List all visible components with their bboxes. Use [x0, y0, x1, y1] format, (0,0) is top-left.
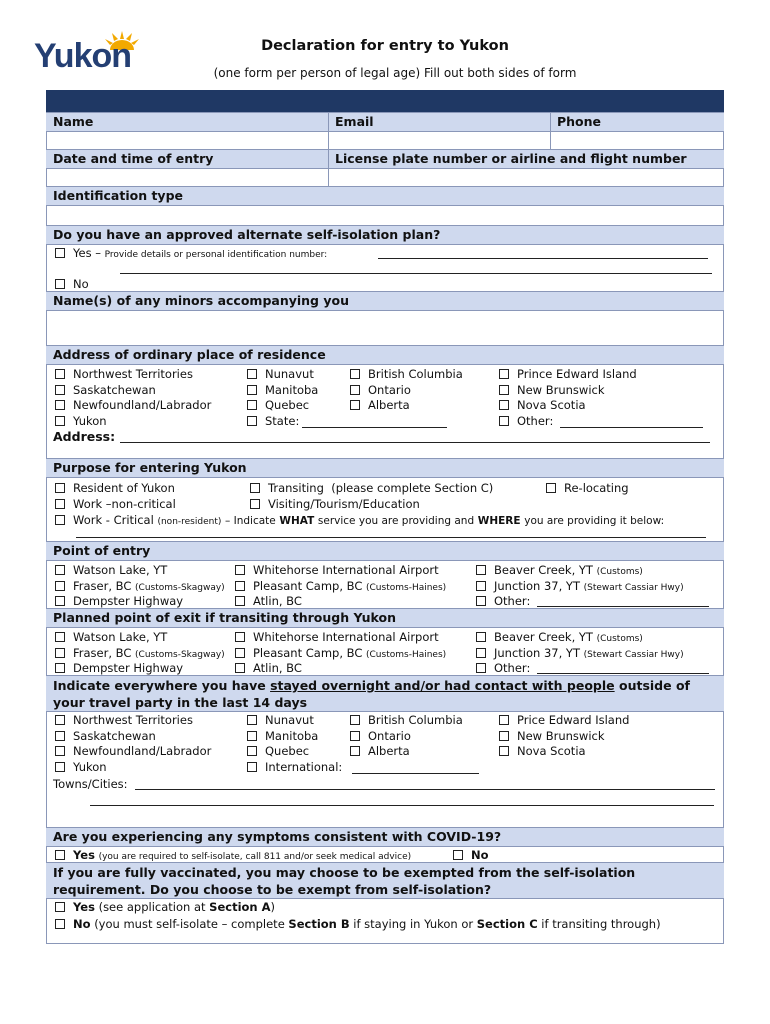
purpose-work-critical-option[interactable]: Work - Critical (non-resident) – Indicate WHAT service you are providing and WHERE you are providing it below: [55, 513, 664, 529]
isolation-details-line[interactable] [378, 258, 708, 259]
towns-label: Towns/Cities: [53, 777, 128, 791]
residence-option[interactable]: Other: [499, 414, 553, 428]
isolation-plan-question: Do you have an approved alternate self-isolation plan? [46, 225, 724, 245]
checkbox-icon[interactable] [476, 632, 486, 642]
address-label: Address: [53, 429, 116, 444]
residence-option[interactable]: Saskatchewan [55, 383, 156, 397]
checkbox-icon[interactable] [235, 565, 245, 575]
residence-option[interactable]: British Columbia [350, 367, 463, 381]
entry-beaver-option[interactable]: Beaver Creek, YT (Customs) [476, 563, 643, 579]
checkbox-icon[interactable] [55, 731, 65, 741]
checkbox-icon[interactable] [350, 746, 360, 756]
overnight-option[interactable]: Quebec [247, 744, 309, 758]
residence-option[interactable]: Ontario [350, 383, 411, 397]
symptoms-no-option[interactable]: No [453, 848, 489, 862]
residence-option[interactable]: Nunavut [247, 367, 314, 381]
overnight-option[interactable]: New Brunswick [499, 729, 605, 743]
overnight-option[interactable]: International: [247, 760, 342, 774]
overnight-option[interactable]: Nunavut [247, 713, 314, 727]
checkbox-icon[interactable] [350, 715, 360, 725]
overnight-option[interactable]: Ontario [350, 729, 411, 743]
checkbox-icon[interactable] [247, 369, 257, 379]
checkbox-icon[interactable] [55, 416, 65, 426]
svg-text:Yukon: Yukon [34, 37, 132, 70]
checkbox-icon[interactable] [476, 648, 486, 658]
purpose-visiting-option[interactable]: Visiting/Tourism/Education [250, 497, 420, 511]
exit-watson-option[interactable]: Watson Lake, YT [55, 630, 167, 644]
checkbox-icon[interactable] [546, 483, 556, 493]
checkbox-icon[interactable] [55, 762, 65, 772]
residence-label: Address of ordinary place of residence [46, 345, 724, 365]
checkbox-icon[interactable] [235, 596, 245, 606]
minors-label: Name(s) of any minors accompanying you [46, 291, 724, 311]
phone-label: Phone [557, 114, 602, 129]
residence-option[interactable]: New Brunswick [499, 383, 605, 397]
symptoms-label: Are you experiencing any symptoms consistent with COVID-19? [46, 827, 724, 847]
entry-watson-option[interactable]: Watson Lake, YT [55, 563, 167, 577]
checkbox-icon[interactable] [55, 850, 65, 860]
checkbox-icon[interactable] [55, 715, 65, 725]
isolation-details-line-2[interactable] [120, 273, 712, 274]
checkbox-icon[interactable] [476, 596, 486, 606]
entry-airport-option[interactable]: Whitehorse International Airport [235, 563, 439, 577]
checkbox-icon[interactable] [55, 632, 65, 642]
exit-fraser-option[interactable]: Fraser, BC (Customs-Skagway) [55, 646, 225, 662]
international-line[interactable] [352, 773, 479, 774]
checkbox-icon[interactable] [476, 565, 486, 575]
overnight-label: Indicate everywhere you have stayed overnight and/or had contact with people outside of your travel party in the last 14 days [46, 675, 724, 712]
checkbox-icon[interactable] [476, 663, 486, 673]
entry-atlin-option[interactable]: Atlin, BC [235, 594, 302, 608]
minors-field[interactable] [47, 311, 723, 345]
id-type-label: Identification type [46, 186, 724, 206]
isolation-no-option[interactable]: No [55, 277, 89, 291]
checkbox-icon[interactable] [55, 279, 65, 289]
date-time-field[interactable] [47, 169, 327, 186]
residence-option[interactable]: Nova Scotia [499, 398, 586, 412]
checkbox-icon[interactable] [499, 731, 509, 741]
entry-junction-option[interactable]: Junction 37, YT (Stewart Cassiar Hwy) [476, 579, 684, 595]
residence-option[interactable]: Newfoundland/Labrador [55, 398, 211, 412]
entry-fraser-option[interactable]: Fraser, BC (Customs-Skagway) [55, 579, 225, 595]
entry-header-row [46, 149, 724, 169]
checkbox-icon[interactable] [55, 663, 65, 673]
checkbox-icon[interactable] [350, 731, 360, 741]
overnight-option[interactable]: Newfoundland/Labrador [55, 744, 211, 758]
email-field[interactable] [329, 132, 549, 149]
exempt-no-option[interactable]: No (you must self-isolate – complete Section B if staying in Yukon or Section C if transiting through) [55, 917, 661, 931]
overnight-option[interactable]: British Columbia [350, 713, 463, 727]
checkbox-icon[interactable] [476, 581, 486, 591]
exit-beaver-option[interactable]: Beaver Creek, YT (Customs) [476, 630, 643, 646]
checkbox-icon[interactable] [247, 400, 257, 410]
overnight-option[interactable]: Yukon [55, 760, 107, 774]
residence-option[interactable]: Alberta [350, 398, 410, 412]
exit-junction-option[interactable]: Junction 37, YT (Stewart Cassiar Hwy) [476, 646, 684, 662]
checkbox-icon[interactable] [247, 416, 257, 426]
exit-dempster-option[interactable]: Dempster Highway [55, 661, 183, 675]
overnight-option[interactable]: Nova Scotia [499, 744, 586, 758]
exit-pleasant-option[interactable]: Pleasant Camp, BC (Customs-Haines) [235, 646, 446, 662]
header-band [46, 90, 724, 112]
entry-pleasant-option[interactable]: Pleasant Camp, BC (Customs-Haines) [235, 579, 446, 595]
residence-option[interactable]: Yukon [55, 414, 107, 428]
checkbox-icon[interactable] [235, 663, 245, 673]
purpose-relocating-option[interactable]: Re-locating [546, 481, 629, 495]
exit-atlin-option[interactable]: Atlin, BC [235, 661, 302, 675]
checkbox-icon[interactable] [55, 746, 65, 756]
checkbox-icon[interactable] [247, 762, 257, 772]
checkbox-icon[interactable] [350, 369, 360, 379]
name-field[interactable] [47, 132, 327, 149]
work-critical-line[interactable] [76, 537, 706, 538]
checkbox-icon[interactable] [55, 369, 65, 379]
residence-option[interactable]: Prince Edward Island [499, 367, 637, 381]
checkbox-icon[interactable] [350, 400, 360, 410]
address-line[interactable] [120, 442, 710, 443]
checkbox-icon[interactable] [247, 746, 257, 756]
phone-field[interactable] [551, 132, 723, 149]
purpose-work-noncritical-option[interactable]: Work –non-critical [55, 497, 176, 511]
checkbox-icon[interactable] [247, 731, 257, 741]
name-label: Name [53, 114, 94, 129]
overnight-option[interactable]: Alberta [350, 744, 410, 758]
overnight-option[interactable]: Price Edward Island [499, 713, 629, 727]
date-time-label: Date and time of entry [53, 151, 214, 166]
other-line[interactable] [560, 427, 703, 428]
towns-line[interactable] [135, 789, 715, 790]
checkbox-icon[interactable] [55, 581, 65, 591]
checkbox-icon[interactable] [55, 565, 65, 575]
contact-header-row [46, 112, 724, 132]
form-title: Declaration for entry to Yukon [261, 38, 509, 54]
isolation-yes-option[interactable]: Yes – Provide details or personal identification number: [55, 246, 327, 262]
purpose-resident-option[interactable]: Resident of Yukon [55, 481, 175, 495]
checkbox-icon[interactable] [499, 369, 509, 379]
residence-option[interactable]: Manitoba [247, 383, 318, 397]
exempt-yes-option[interactable]: Yes (see application at Section A) [55, 900, 275, 914]
residence-option[interactable]: State: [247, 414, 299, 428]
state-line[interactable] [302, 427, 447, 428]
checkbox-icon[interactable] [247, 715, 257, 725]
exit-other-line[interactable] [537, 673, 709, 674]
checkbox-icon[interactable] [55, 483, 65, 493]
checkbox-icon[interactable] [55, 515, 65, 525]
license-plate-field[interactable] [329, 169, 723, 186]
residence-option[interactable]: Northwest Territories [55, 367, 193, 381]
towns-line-2[interactable] [90, 805, 714, 806]
entry-other-line[interactable] [537, 606, 709, 607]
overnight-option[interactable]: Saskatchewan [55, 729, 156, 743]
form-subtitle: (one form per person of legal age) Fill out both sides of form [213, 66, 577, 80]
vaccinated-label: If you are fully vaccinated, you may choose to be exempted from the self-isolation requirement. Do you choose to be exempt from self-isolation? [46, 862, 724, 899]
checkbox-icon[interactable] [499, 385, 509, 395]
license-plate-label: License plate number or airline and flight number [335, 151, 687, 166]
checkbox-icon[interactable] [235, 648, 245, 658]
exit-other-option[interactable]: Other: [476, 661, 530, 675]
exit-airport-option[interactable]: Whitehorse International Airport [235, 630, 439, 644]
checkbox-icon[interactable] [55, 499, 65, 509]
checkbox-icon[interactable] [499, 400, 509, 410]
symptoms-yes-option[interactable]: Yes (you are required to self-isolate, call 811 and/or seek medical advice) [55, 848, 411, 864]
checkbox-icon[interactable] [499, 746, 509, 756]
checkbox-icon[interactable] [55, 385, 65, 395]
checkbox-icon[interactable] [55, 919, 65, 929]
checkbox-icon[interactable] [55, 400, 65, 410]
entry-other-option[interactable]: Other: [476, 594, 530, 608]
checkbox-icon[interactable] [499, 715, 509, 725]
checkbox-icon[interactable] [250, 483, 260, 493]
checkbox-icon[interactable] [247, 385, 257, 395]
checkbox-icon[interactable] [55, 648, 65, 658]
purpose-label: Purpose for entering Yukon [46, 458, 724, 478]
checkbox-icon[interactable] [499, 416, 509, 426]
entry-dempster-option[interactable]: Dempster Highway [55, 594, 183, 608]
checkbox-icon[interactable] [55, 902, 65, 912]
email-label: Email [335, 114, 374, 129]
id-type-field[interactable] [47, 206, 723, 225]
point-of-entry-label: Point of entry [46, 541, 724, 561]
checkbox-icon[interactable] [55, 248, 65, 258]
checkbox-icon[interactable] [55, 596, 65, 606]
residence-option[interactable]: Quebec [247, 398, 309, 412]
checkbox-icon[interactable] [453, 850, 463, 860]
checkbox-icon[interactable] [235, 632, 245, 642]
exit-label: Planned point of exit if transiting through Yukon [46, 608, 724, 628]
checkbox-icon[interactable] [235, 581, 245, 591]
purpose-transiting-option[interactable]: Transiting (please complete Section C) [250, 481, 493, 495]
overnight-option[interactable]: Manitoba [247, 729, 318, 743]
overnight-option[interactable]: Northwest Territories [55, 713, 193, 727]
checkbox-icon[interactable] [350, 385, 360, 395]
checkbox-icon[interactable] [250, 499, 260, 509]
